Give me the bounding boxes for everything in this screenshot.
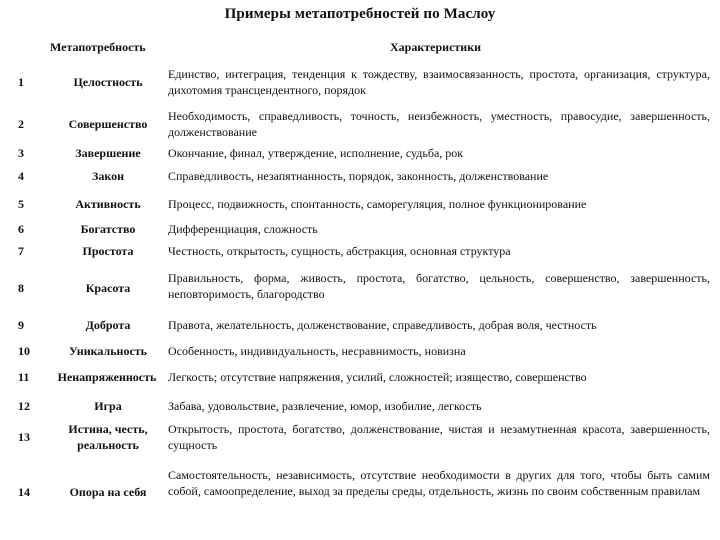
column-header-characteristics: Характеристики [390, 40, 482, 54]
need-name: Доброта [85, 318, 131, 332]
need-description: Процесс, подвижность, спонтанность, саморегуляция, полное функционирование [168, 197, 587, 211]
need-description: Легкость; отсутствие напряжения, усилий, сложностей; изящество, совершенство [168, 370, 587, 384]
row-number: 14 [18, 485, 30, 499]
need-name: Опора на себя [69, 485, 147, 499]
need-name: Красота [85, 281, 131, 295]
page-title: Примеры метапотребностей по Маслоу [224, 6, 496, 22]
need-description: Самостоятельность, независимость, отсутствие необходимости в других для того, чтобы быть самим собой, самоопределение, выход за пределы среды, отдельность, жизнь по своим собственным правилам [168, 468, 710, 498]
need-description: Открытость, простота, богатство, долженствование, чистая и незамутненная красота, завершенность, сущность [168, 422, 710, 452]
need-name: Ненапряженность [57, 370, 157, 384]
row-number: 9 [18, 318, 24, 332]
need-description: Честность, открытость, сущность, абстракция, основная структура [168, 244, 511, 258]
row-number: 3 [18, 146, 24, 160]
row-number: 13 [18, 430, 30, 444]
need-name: Игра [94, 399, 122, 413]
need-name: Целостность [73, 75, 143, 89]
row-number: 5 [18, 197, 24, 211]
need-description: Необходимость, справедливость, точность, неизбежность, уместность, правосудие, завершенность, долженствование [168, 109, 710, 139]
row-number: 6 [18, 222, 24, 236]
need-description: Окончание, финал, утверждение, исполнение, судьба, рок [168, 146, 464, 160]
row-number: 4 [18, 169, 24, 183]
need-name: Истина, честь, реальность [68, 422, 148, 452]
need-description: Справедливость, незапятнанность, порядок, законность, долженствование [168, 169, 549, 183]
row-number: 11 [18, 370, 30, 384]
row-number: 12 [18, 399, 30, 413]
row-number: 8 [18, 281, 24, 295]
row-number: 7 [18, 244, 24, 258]
need-name: Простота [82, 244, 134, 258]
row-number: 1 [18, 75, 24, 89]
need-name: Закон [91, 169, 124, 183]
need-name: Совершенство [68, 117, 148, 131]
row-number: 2 [18, 117, 24, 131]
need-description: Особенность, индивидуальность, несравнимость, новизна [168, 344, 466, 358]
need-description: Дифференциация, сложность [168, 222, 318, 236]
need-name: Уникальность [68, 344, 148, 358]
need-description: Правильность, форма, живость, простота, богатство, цельность, совершенство, завершенность, неповторимость, благородство [168, 271, 710, 301]
need-name: Активность [75, 197, 141, 211]
need-name: Завершение [75, 146, 141, 160]
need-description: Забава, удовольствие, развлечение, юмор, изобилие, легкость [168, 399, 482, 413]
need-description: Правота, желательность, долженствование, справедливость, добрая воля, честность [168, 318, 597, 332]
need-description: Единство, интеграция, тенденция к тождеству, взаимосвязанность, простота, организация, структура, дихотомия трансцендентного, порядок [168, 67, 710, 97]
need-name: Богатство [80, 222, 136, 236]
column-header-need: Метапотребность [50, 40, 146, 54]
row-number: 10 [18, 344, 30, 358]
